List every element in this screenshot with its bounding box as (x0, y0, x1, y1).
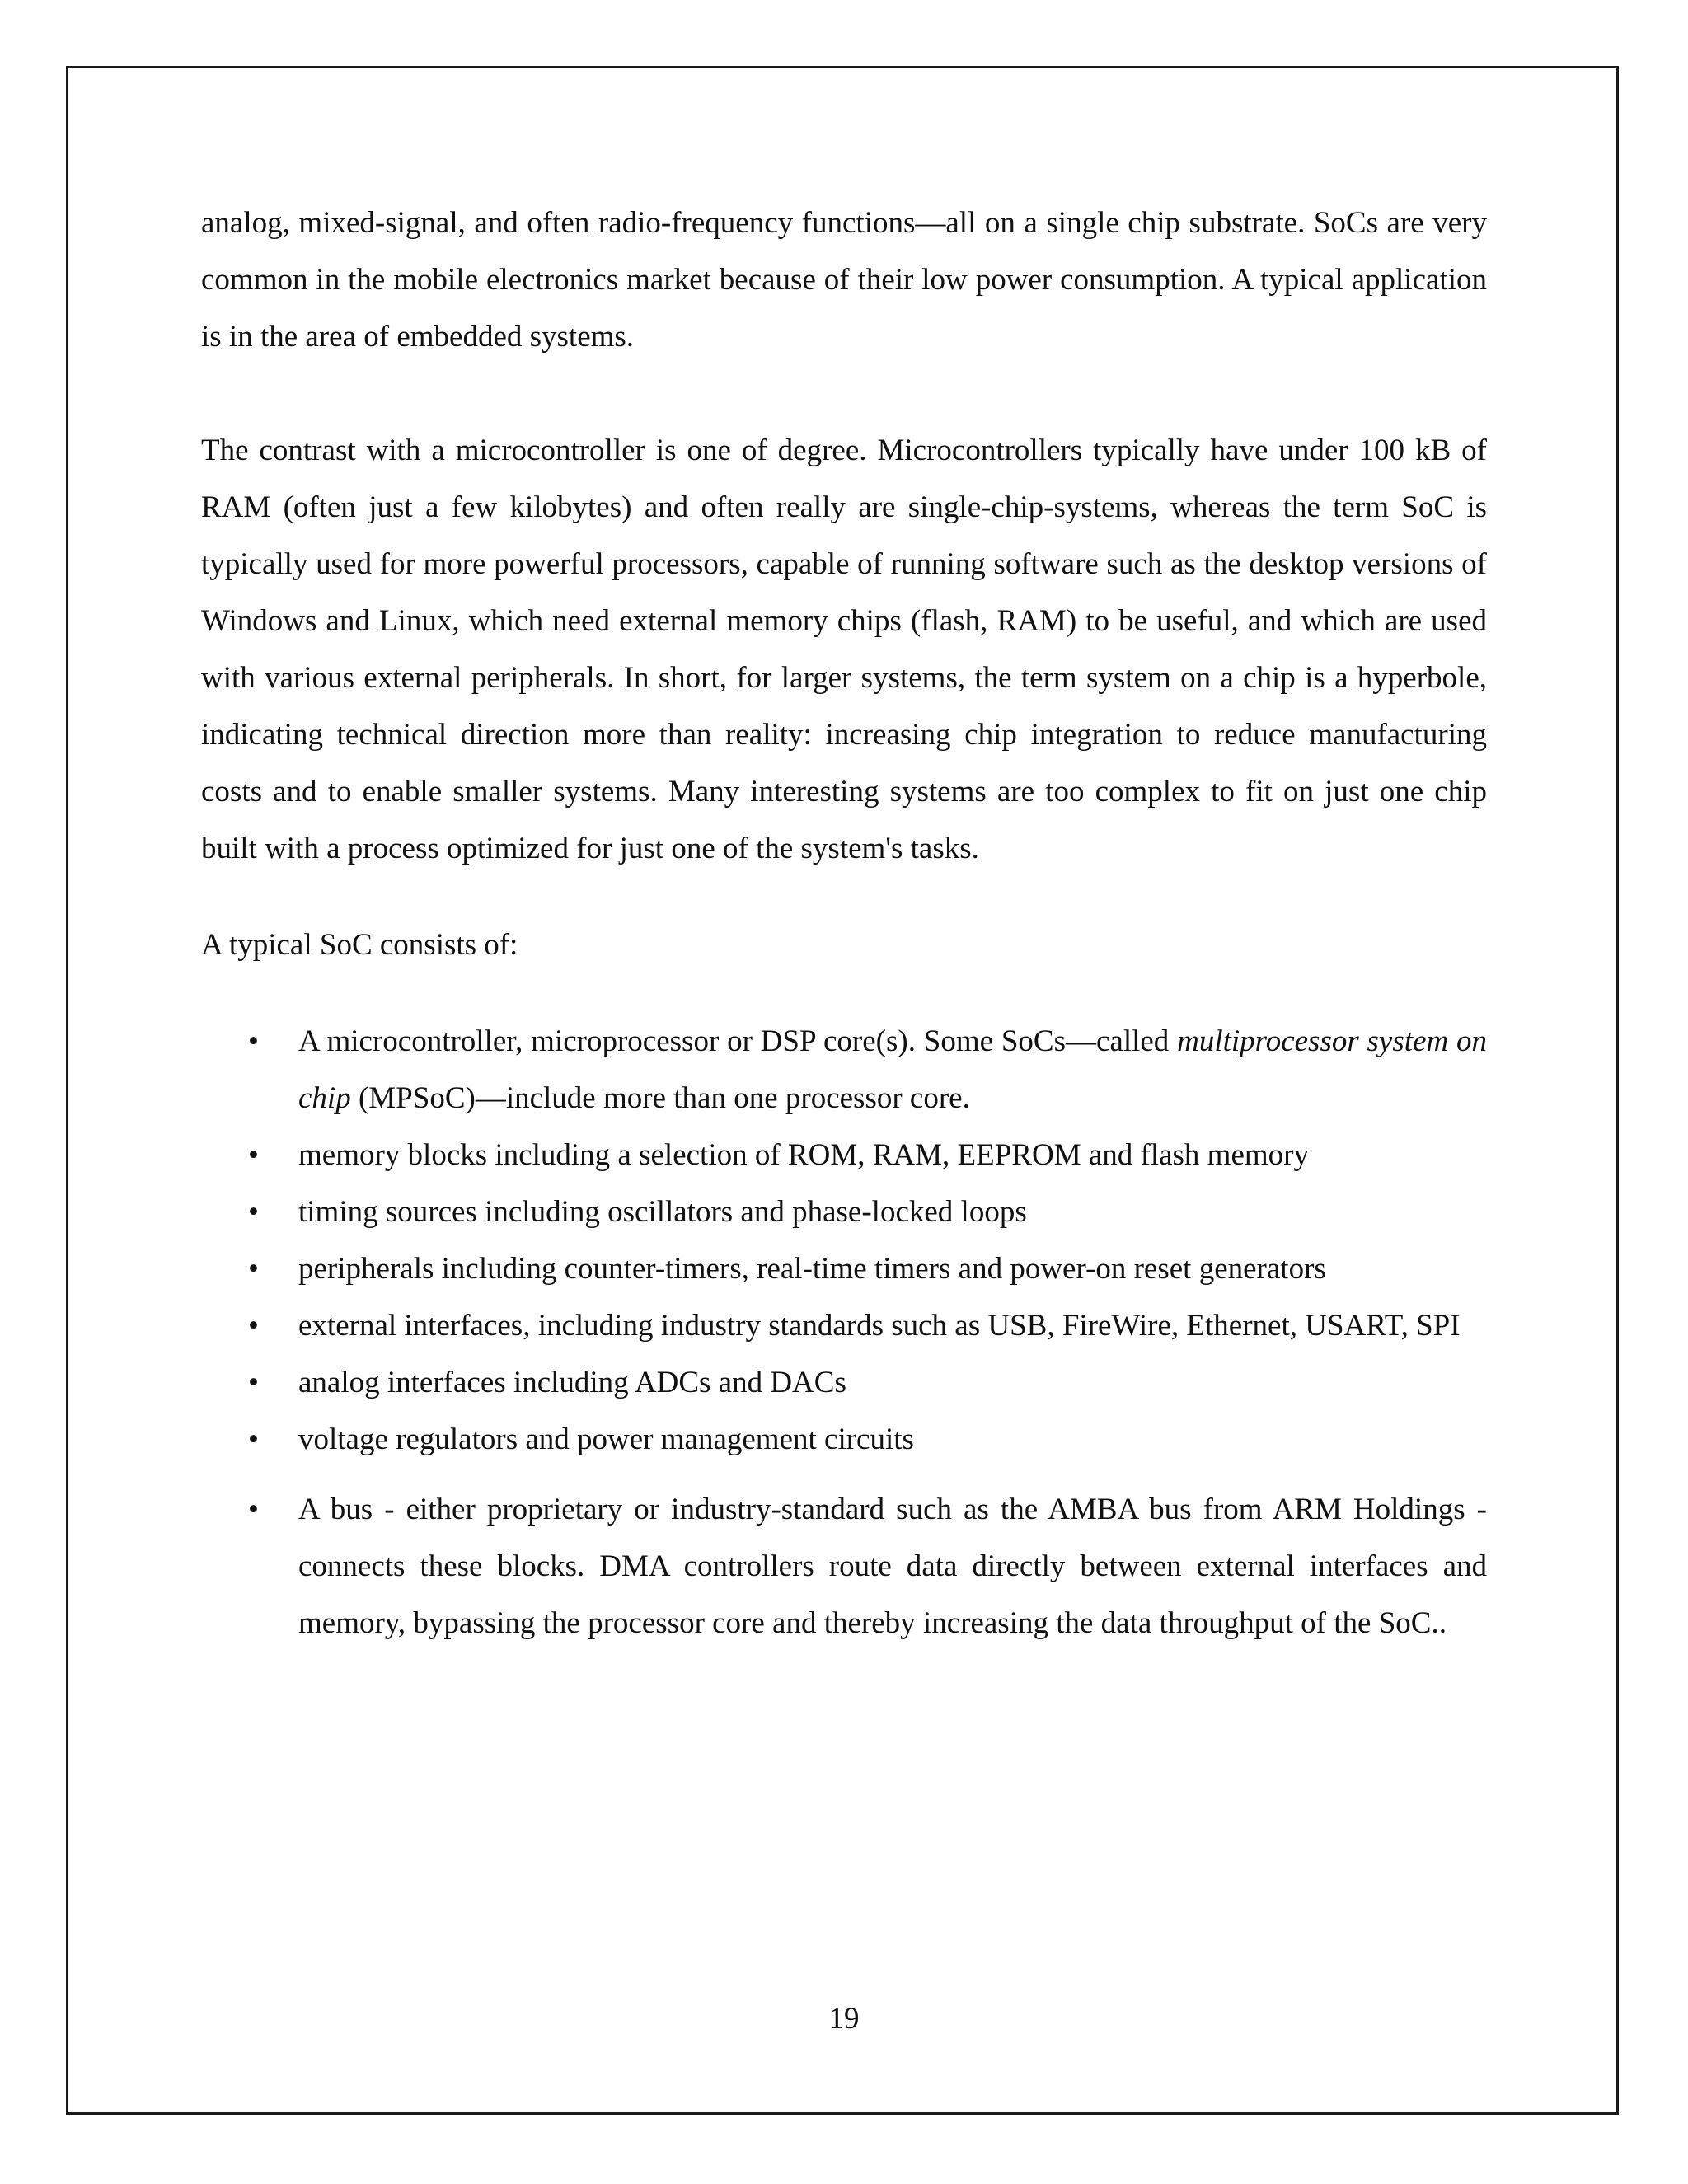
soc-components-list (201, 1013, 1487, 1652)
list-item-text: peripherals including counter-timers, real-time timers and power-on reset generators (298, 1252, 1326, 1286)
paragraph-contrast: The contrast with a microcontroller is one of degree. Microcontrollers typically have under 100 kB of RAM (often just a few kilobytes) and often really are single-chip-systems, whereas the term SoC is typically used for more powerful processors, capable of running software such as the desktop versions of Windows and Linux, which need external memory chips (flash, RAM) to be useful, and which are used with various external peripherals. In short, for larger systems, the term system on a chip is a hyperbole, indicating technical direction more than reality: increasing chip integration to reduce manufacturing costs and to enable smaller systems. Many interesting systems are too complex to fit on just one chip built with a process optimized for just one of the system's tasks. (201, 434, 1487, 865)
bullet-icon: • (248, 1138, 259, 1172)
list-item-italic-term: multiprocessor system on chip (298, 1024, 1487, 1115)
bullet-icon: • (248, 1309, 259, 1343)
paragraph-list-intro: A typical SoC consists of: (201, 928, 518, 962)
list-item (201, 1240, 1487, 1297)
list-item-text: A bus - either proprietary or industry-standard such as the AMBA bus from ARM Holdings - connects these blocks. DMA controllers route data directly between external interfaces and memory, bypassing the processor core and thereby increasing the data throughput of the SoC.. (298, 1493, 1487, 1640)
bullet-icon: • (248, 1493, 259, 1526)
list-item-text: timing sources including oscillators and phase-locked loops (298, 1195, 1027, 1229)
list-item-text: (MPSoC)—include more than one processor core. (350, 1081, 970, 1115)
list-item-text: analog interfaces including ADCs and DACs (298, 1366, 846, 1399)
list-item-text: external interfaces, including industry standards such as USB, FireWire, Ethernet, USART, SPI (298, 1309, 1461, 1343)
list-item-text: memory blocks including a selection of ROM, RAM, EEPROM and flash memory (298, 1138, 1309, 1172)
bullet-icon: • (248, 1252, 259, 1286)
bullet-icon: • (248, 1024, 259, 1058)
list-item-text: voltage regulators and power management circuits (298, 1422, 914, 1456)
list-item (201, 1013, 1487, 1127)
page-number: 19 (828, 2002, 860, 2036)
list-item (201, 1127, 1487, 1183)
page-body (201, 194, 1487, 1652)
paragraph-intro: analog, mixed-signal, and often radio-frequency functions—all on a single chip substrate. SoCs are very common in the mobile electronics market because of their low power consumption. A typical application is in the area of embedded systems. (201, 206, 1487, 354)
list-item-text: A microcontroller, microprocessor or DSP core(s). Some SoCs—called (298, 1024, 1178, 1058)
bullet-icon: • (248, 1366, 259, 1399)
list-item (201, 1183, 1487, 1240)
list-item (201, 1354, 1487, 1411)
list-item (201, 1481, 1487, 1652)
bullet-icon: • (248, 1422, 259, 1456)
list-item (201, 1297, 1487, 1354)
bullet-icon: • (248, 1195, 259, 1229)
list-item (201, 1411, 1487, 1468)
